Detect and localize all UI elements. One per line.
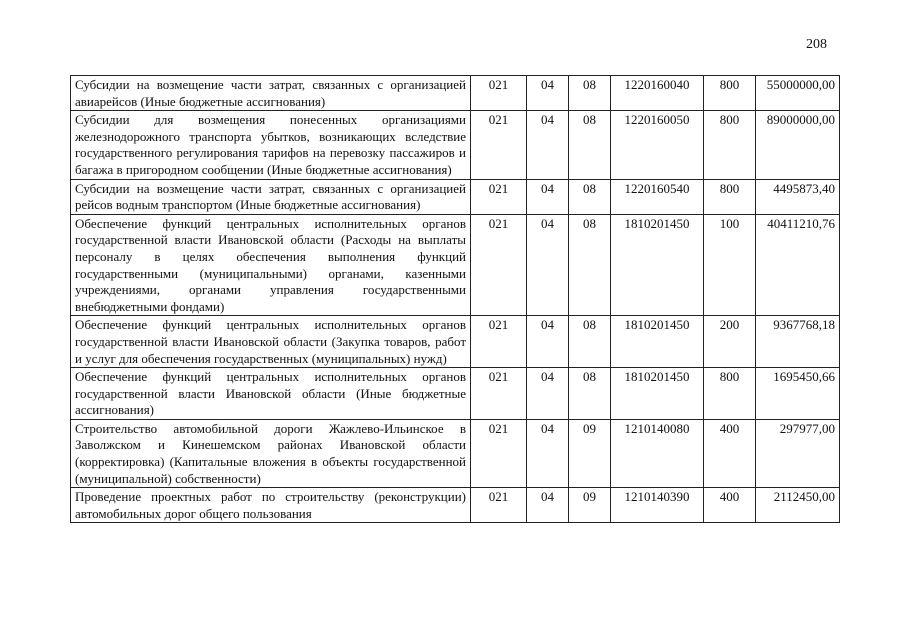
table-row: [71, 111, 840, 179]
expense-type-code: 400: [704, 488, 756, 523]
subsection-code: 08: [569, 316, 611, 368]
section-code: 04: [527, 368, 569, 420]
target-article-code: 1220160050: [611, 111, 704, 179]
table-row: [71, 488, 840, 523]
target-article-code: 1810201450: [611, 316, 704, 368]
target-article-code: 1210140080: [611, 419, 704, 487]
table-row: [71, 76, 840, 111]
ministry-code: 021: [471, 214, 527, 316]
ministry-code: 021: [471, 488, 527, 523]
ministry-code: 021: [471, 368, 527, 420]
row-description: Обеспечение функций центральных исполнительных органов государственной власти Ивановской области (Закупка товаров, работ и услуг для обеспечения государственных (муниципальных) нужд): [71, 316, 471, 368]
target-article-code: 1220160540: [611, 179, 704, 214]
ministry-code: 021: [471, 316, 527, 368]
expense-type-code: 800: [704, 368, 756, 420]
expense-type-code: 200: [704, 316, 756, 368]
table-row: [71, 316, 840, 368]
table-row: [71, 214, 840, 316]
subsection-code: 08: [569, 179, 611, 214]
table-row: [71, 179, 840, 214]
subsection-code: 08: [569, 214, 611, 316]
section-code: 04: [527, 111, 569, 179]
subsection-code: 09: [569, 419, 611, 487]
page-number: 208: [806, 37, 827, 52]
table-row: [71, 368, 840, 420]
section-code: 04: [527, 419, 569, 487]
row-description: Субсидии на возмещение части затрат, связанных с организацией рейсов водным транспортом (Иные бюджетные ассигнования): [71, 179, 471, 214]
amount: 4495873,40: [756, 179, 840, 214]
expense-type-code: 800: [704, 111, 756, 179]
amount: 1695450,66: [756, 368, 840, 420]
subsection-code: 09: [569, 488, 611, 523]
subsection-code: 08: [569, 76, 611, 111]
target-article-code: 1810201450: [611, 214, 704, 316]
ministry-code: 021: [471, 76, 527, 111]
section-code: 04: [527, 214, 569, 316]
amount: 55000000,00: [756, 76, 840, 111]
amount: 297977,00: [756, 419, 840, 487]
amount: 40411210,76: [756, 214, 840, 316]
expense-type-code: 800: [704, 179, 756, 214]
target-article-code: 1220160040: [611, 76, 704, 111]
amount: 9367768,18: [756, 316, 840, 368]
row-description: Обеспечение функций центральных исполнительных органов государственной власти Ивановской области (Расходы на выплаты персоналу в целях обеспечения выполнения функций государственными (муниципальными) органами, казенными учреждениями, органами управления государственными внебюджетными фондами): [71, 214, 471, 316]
row-description: Проведение проектных работ по строительству (реконструкции) автомобильных дорог общего пользования: [71, 488, 471, 523]
expense-type-code: 800: [704, 76, 756, 111]
ministry-code: 021: [471, 179, 527, 214]
row-description: Субсидии на возмещение части затрат, связанных с организацией авиарейсов (Иные бюджетные ассигнования): [71, 76, 471, 111]
target-article-code: 1810201450: [611, 368, 704, 420]
row-description: Обеспечение функций центральных исполнительных органов государственной власти Ивановской области (Иные бюджетные ассигнования): [71, 368, 471, 420]
ministry-code: 021: [471, 419, 527, 487]
expense-type-code: 100: [704, 214, 756, 316]
section-code: 04: [527, 316, 569, 368]
expense-type-code: 400: [704, 419, 756, 487]
target-article-code: 1210140390: [611, 488, 704, 523]
subsection-code: 08: [569, 111, 611, 179]
row-description: Субсидии для возмещения понесенных организациями железнодорожного транспорта убытков, возникающих вследствие государственного регулирования тарифов на перевозку пассажиров и багажа в пригородном сообщении (Иные бюджетные ассигнования): [71, 111, 471, 179]
amount: 2112450,00: [756, 488, 840, 523]
subsection-code: 08: [569, 368, 611, 420]
budget-table: [70, 75, 840, 523]
amount: 89000000,00: [756, 111, 840, 179]
section-code: 04: [527, 488, 569, 523]
ministry-code: 021: [471, 111, 527, 179]
section-code: 04: [527, 76, 569, 111]
section-code: 04: [527, 179, 569, 214]
table-row: [71, 419, 840, 487]
row-description: Строительство автомобильной дороги Жажлево-Ильинское в Заволжском и Кинешемском районах Ивановской области (корректировка) (Капитальные вложения в объекты государственной (муниципальной) собственности): [71, 419, 471, 487]
